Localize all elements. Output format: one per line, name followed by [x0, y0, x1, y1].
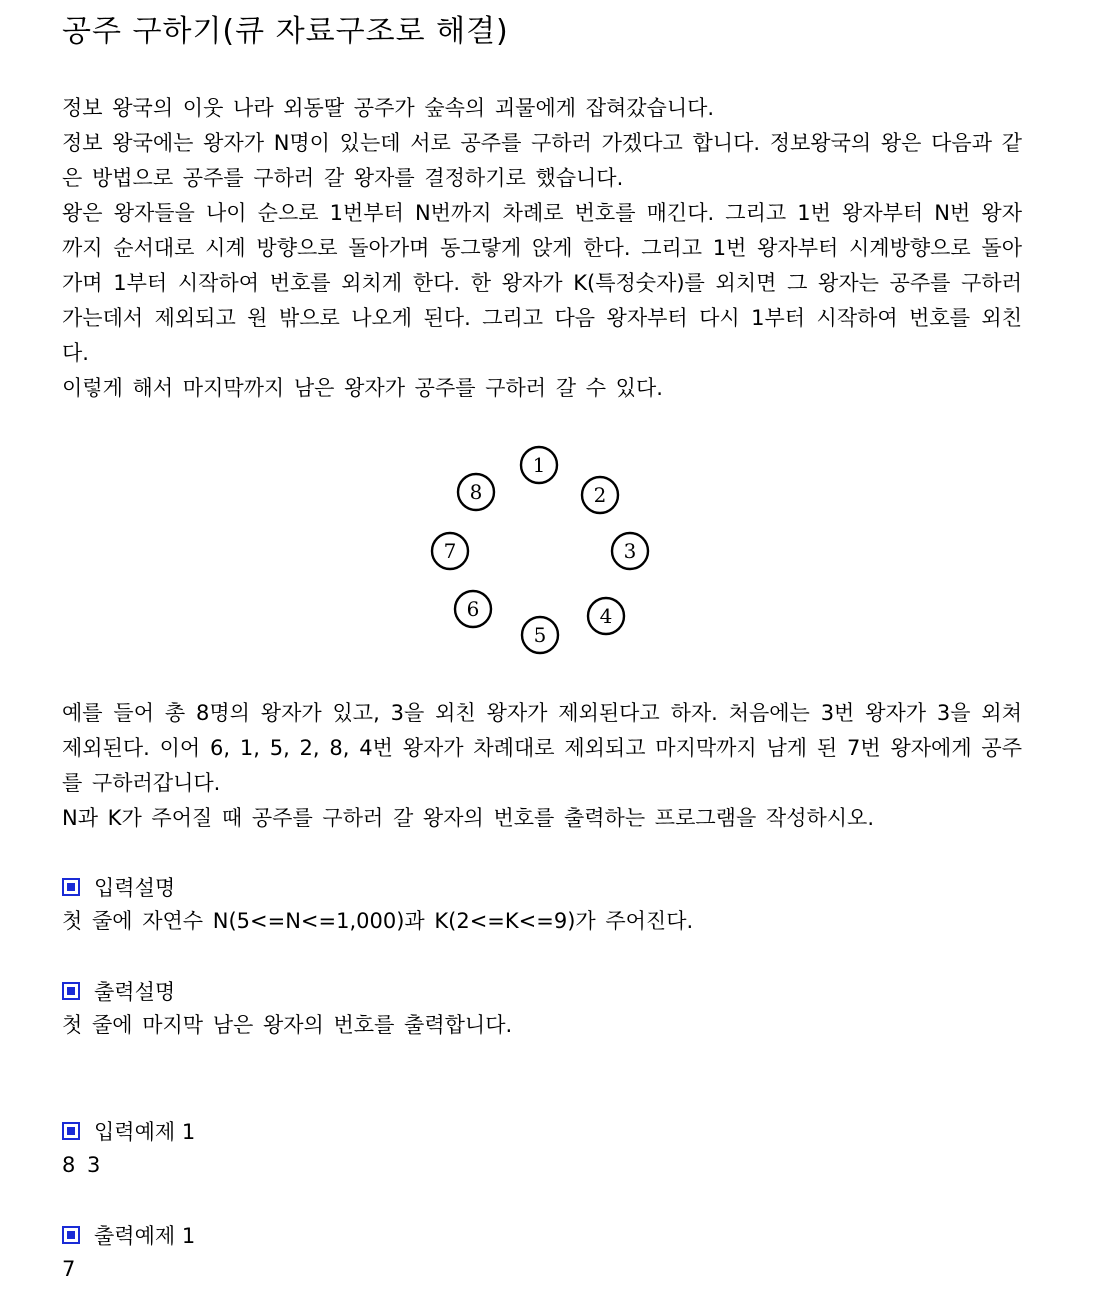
intro-line-4: 이렇게 해서 마지막까지 남은 왕자가 공주를 구하러 갈 수 있다.: [62, 376, 663, 400]
prince-node-7: [432, 533, 468, 569]
problem-description: [62, 91, 1022, 406]
output-example-section: [62, 1218, 195, 1287]
prince-node-6: [455, 591, 491, 627]
example-line-2: N과 K가 주어질 때 공주를 구하러 갈 왕자의 번호를 출력하는 프로그램을 작성하시오.: [62, 806, 875, 830]
square-bullet-icon: [62, 1122, 80, 1140]
prince-node-4: [588, 598, 624, 634]
output-description-body: 첫 줄에 마지막 남은 왕자의 번호를 출력합니다.: [62, 1013, 513, 1037]
output-example-heading: 출력예제 1: [94, 1224, 196, 1248]
input-example-section: [62, 1114, 195, 1183]
prince-node-3: [612, 533, 648, 569]
output-description-heading: 출력설명: [94, 980, 176, 1004]
input-description-body: 첫 줄에 자연수 N(5<=N<=1,000)과 K(2<=K<=9)가 주어진다.: [62, 909, 694, 933]
input-example-heading: 입력예제 1: [94, 1120, 196, 1144]
intro-line-2: 정보 왕국에는 왕자가 N명이 있는데 서로 공주를 구하러 가겠다고 합니다. 정보왕국의 왕은 다음과 같은 방법으로 공주를 구하러 갈 왕자를 결정하기로 했습니다.: [62, 131, 1022, 190]
square-bullet-icon: [62, 878, 80, 896]
prince-circle-diagram: [420, 440, 660, 660]
prince-label-2: 2: [593, 483, 607, 507]
prince-node-5: [522, 617, 558, 653]
input-description-heading: 입력설명: [94, 876, 176, 900]
intro-line-1: 정보 왕국의 이웃 나라 외동딸 공주가 숲속의 괴물에게 잡혀갔습니다.: [62, 96, 715, 120]
prince-label-6: 6: [466, 597, 480, 621]
page-title: 공주 구하기(큐 자료구조로 해결): [62, 14, 509, 49]
prince-label-5: 5: [533, 623, 547, 647]
example-description: [62, 696, 1022, 836]
output-example-body: 7: [62, 1257, 77, 1281]
prince-node-1: [521, 447, 557, 483]
prince-node-2: [582, 477, 618, 513]
square-bullet-icon: [62, 1226, 80, 1244]
prince-label-4: 4: [599, 604, 613, 628]
input-example-body: 8 3: [62, 1153, 102, 1177]
prince-label-8: 8: [469, 480, 483, 504]
intro-line-3: 왕은 왕자들을 나이 순으로 1번부터 N번까지 차례로 번호를 매긴다. 그리고 1번 왕자부터 N번 왕자까지 순서대로 시계 방향으로 돌아가며 동그랗게 앉게 한다. 그리고 1번 왕자부터 시계방향으로 돌아가며 1부터 시작하여 번호를 외치게 한다. 한 왕자가 K(특정숫자)를 외치면 그 왕자는 공주를 구하러 가는데서 제외되고 원 밖으로 나오게 된다. 그리고 다음 왕자부터 다시 1부터 시작하여 번호를 외친다.: [62, 201, 1022, 365]
prince-label-7: 7: [443, 539, 457, 563]
output-description-section: [62, 974, 512, 1043]
input-description-section: [62, 870, 693, 939]
prince-node-8: [458, 474, 494, 510]
square-bullet-icon: [62, 982, 80, 1000]
example-line-1: 예를 들어 총 8명의 왕자가 있고, 3을 외친 왕자가 제외된다고 하자. 처음에는 3번 왕자가 3을 외쳐 제외된다. 이어 6, 1, 5, 2, 8, 4번 왕자가 차례대로 제외되고 마지막까지 남게 된 7번 왕자에게 공주를 구하러갑니다.: [62, 701, 1022, 795]
prince-label-1: 1: [532, 453, 546, 477]
prince-label-3: 3: [623, 539, 637, 563]
